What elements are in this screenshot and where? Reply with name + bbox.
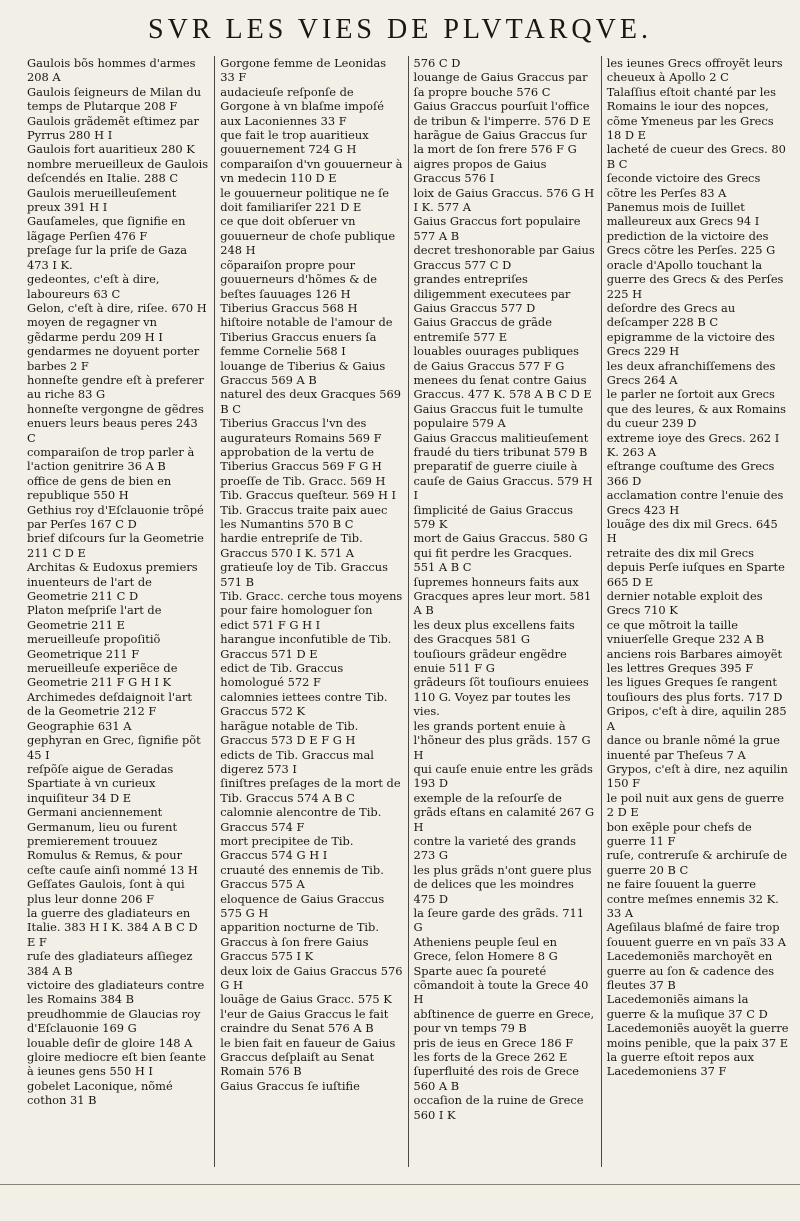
index-entry: Sparte auec ſa poureté cõmandoit à toute la Grece 40 H <box>413 963 589 1007</box>
index-entry: ſupremes honneurs faits aux Gracques apres leur mort. 581 A B <box>413 574 592 618</box>
index-entry: proeſſe de Tib. Gracc. 569 H <box>220 473 386 488</box>
index-entry: cõparaiſon propre pour gouuerneurs d'hõmes & de beſtes ſauuages 126 H <box>220 257 377 301</box>
index-entry: Ageſilaus blaſmé de faire trop ſouuent guerre en vn païs 33 A <box>606 920 787 949</box>
index-entry: victoire des gladiateurs contre les Romains 384 B <box>27 978 205 1007</box>
index-entry: gephyran en Grec, ſignifie põt 45 I <box>27 733 201 762</box>
index-entry: qui fit perdre les Gracques. 551 A B C <box>413 545 573 575</box>
index-entry: louables ouurages publiques de Gaius Graccus 577 F G <box>413 344 579 373</box>
index-entry: Gaulois fort auaritieux 280 K <box>27 142 195 157</box>
index-entry: la guerre eſtoit repos aux Lacedemoniens 37 F <box>606 1050 755 1079</box>
index-entry: calomnies iettees contre Tib. Graccus 572 K <box>220 689 388 719</box>
index-entry: Talaſſius eſtoit chanté par les Romains le iour des nopces, cõme Ymeneus par les Grecs 18 D E <box>606 84 776 143</box>
index-entry: merueilleuſe propoſitiõ Geometrique 211 F <box>27 632 161 661</box>
index-entry: aigres propos de Gaius Graccus 576 I <box>413 156 547 186</box>
index-entry: preſage ſur la priſe de Gaza 473 I K. <box>27 243 188 272</box>
index-entry: ſeconde victoire des Grecs cõtre les Perſes 83 A <box>606 171 761 200</box>
index-entry: touſiours grãdeur engẽdre enuie 511 F G <box>413 646 567 676</box>
index-entry: gendarmes ne doyuent porter barbes 2 F <box>27 344 200 373</box>
index-entry: que fait le trop auaritieux gouuernement 724 G H <box>220 128 369 157</box>
index-entry: comparaiſon de trop parler à l'action genitrire 36 A B <box>27 444 195 474</box>
index-entry: les deux plus excellens faits des Gracques 581 G <box>413 617 575 647</box>
index-entry: le poil nuit aux gens de guerre 2 D E <box>606 790 784 820</box>
index-entry: audacieuſe reſponſe de Gorgone à vn blaſme impoſé aux Laconiennes 33 F <box>220 84 384 128</box>
index-entry: lacheté de cueur des Grecs. 80 B C <box>606 142 786 171</box>
index-entry: Lacedemoniẽs marchoyẽt en guerre au ſon & cadence des fleutes 37 B <box>606 949 775 992</box>
index-entry: Germani anciennement Germanum, lieu ou furent premierement trouuez Romulus & Remus, & pour ceſte cauſe ainſi nommé 13 H <box>27 805 198 877</box>
index-entry: hardie entrepriſe de Tib. Graccus 570 I K. 571 A <box>220 531 363 560</box>
index-entry: Gaius Graccus fort populaire 577 A B <box>413 214 581 243</box>
index-column-1 <box>22 56 214 1167</box>
index-entry: ſiniſtres preſages de la mort de Tib. Graccus 574 A B C <box>220 776 401 805</box>
index-entry: les plus grãds n'ont guere plus de delices que les moindres 475 D <box>413 862 592 906</box>
index-entry: oracle d'Apollo touchant la guerre des Grecs & des Perſes 225 H <box>606 257 784 301</box>
index-entry: preparatif de guerre ciuile à cauſe de Gaius Graccus. 579 H I <box>413 459 593 503</box>
index-entry: ſimplicité de Gaius Graccus 579 K <box>413 502 573 531</box>
index-entry: ne faire ſouuent la guerre contre meſmes ennemis 32 K. 33 A <box>606 877 779 920</box>
index-entry: Tib. Graccus queſteur. 569 H I <box>220 488 397 503</box>
index-entry: deux loix de Gaius Graccus 576 G H <box>220 963 403 992</box>
index-entry: brief diſcours ſur la Geometrie 211 C D E <box>27 531 204 560</box>
index-entry: loix de Gaius Graccus. 576 G H I K. 577 A <box>413 185 595 215</box>
index-entry: Gripos, c'eſt à dire, aquilin 285 A <box>606 704 787 733</box>
index-entry: louãge des dix mil Grecs. 645 H <box>606 517 778 546</box>
index-entry: eſtrange couſtume des Grecs 366 D <box>606 459 775 488</box>
index-entry: louable deſir de gloire 148 A <box>27 1035 193 1050</box>
index-entry: Gaius Graccus ſe iuſtifie <box>220 1078 360 1093</box>
running-header: SVR LES VIES DE PLVTARQVE. <box>148 14 652 45</box>
index-entry: Tib. Gracc. cerche tous moyens pour faire homologuer ſon edict 571 F G H I <box>220 589 403 632</box>
index-entry: Gauſameles, que ſignifie en lãgage Perſien 476 F <box>27 214 186 243</box>
index-entry: merueilleuſe experiẽce de Geometrie 211 F G H I K <box>27 661 178 690</box>
index-entry: les forts de la Grece 262 E <box>413 1050 568 1065</box>
index-entry: l'eur de Gaius Graccus le fait craindre du Senat 576 A B <box>220 1006 389 1036</box>
index-entry: deſordre des Grecs au deſcamper 228 B C <box>606 300 736 330</box>
index-entry: naturel des deux Gracques 569 B C <box>220 387 401 416</box>
index-entry: retraite des dix mil Grecs depuis Perſe iuſques en Sparte 665 D E <box>606 545 785 589</box>
index-entry: ſuperfluité des rois de Grece 560 A B <box>413 1064 580 1093</box>
index-entry: prediction de la victoire des Grecs cõtre les Perſes. 225 G <box>606 228 776 258</box>
index-entry: gobelet Laconique, nõmé cothon 31 B <box>27 1078 173 1108</box>
index-entry: occaſion de la ruine de Grece 560 I K <box>413 1093 584 1122</box>
index-entry: abſtinence de guerre en Grece, pour vn temps 79 B <box>413 1006 595 1036</box>
index-entry: les deux afranchiſſemens des Grecs 264 A <box>606 358 776 387</box>
index-entry: ruſe, contreruſe & archiruſe de guerre 20 B C <box>606 848 788 877</box>
index-entry: menees du ſenat contre Gaius Graccus. 477 K. 578 A B C D E <box>413 372 592 402</box>
index-entry: Gaius Graccus fuit le tumulte populaire 579 A <box>413 401 584 431</box>
index-entry: louange de Gaius Graccus par ſa propre bouche 576 C <box>413 70 588 99</box>
index-column-4 <box>601 56 794 1167</box>
index-entry: gedeontes, c'eſt à dire, laboureurs 63 C <box>27 272 160 301</box>
index-entry: hiſtoire notable de l'amour de Tiberius Graccus enuers ſa femme Cornelie 568 I <box>220 315 393 359</box>
index-entry: Grypos, c'eſt à dire, nez aquilin 150 F <box>606 761 788 791</box>
index-entry: Atheniens peuple ſeul en Grece, ſelon Homere 8 G <box>413 934 558 964</box>
index-entry: epigramme de la victoire des Grecs 229 H <box>606 329 775 359</box>
index-entry: le gouuerneur politique ne ſe doit familiariſer 221 D E <box>220 185 390 215</box>
index-entry: acclamation contre l'enuie des Grecs 423 H <box>606 488 784 517</box>
index-entry: edicts de Tib. Graccus mal digerez 573 I <box>220 747 374 776</box>
index-entry: Tiberius Graccus l'vn des augurateurs Romains 569 F <box>220 416 382 445</box>
index-entry: Gaius Graccus de grãde entremiſe 577 E <box>413 315 552 344</box>
index-entry: preudhommie de Glaucias roy d'Eſclauonie 169 G <box>27 1006 201 1036</box>
index-entry: louãge de Gaius Gracc. 575 K <box>220 992 392 1007</box>
index-entry: mort precipitee de Tib. Graccus 574 G H I <box>220 833 354 863</box>
index-entry: Architas & Eudoxus premiers inuenteurs de l'art de Geometrie 211 C D <box>27 560 198 604</box>
index-entry: Gaulois ſeigneurs de Milan du temps de Plutarque 208 F <box>27 84 202 114</box>
index-entry: mort de Gaius Graccus. 580 G <box>413 531 588 546</box>
index-entry: harangue inconfutible de Tib. Graccus 571 D E <box>220 632 392 661</box>
index-entry: anciens rois Barbares aimoyẽt les lettres Greques 395 F <box>606 646 783 676</box>
index-entry: Geographie 631 A <box>27 718 132 733</box>
index-entry: Gaulois merueilleuſement preux 391 H I <box>27 185 177 215</box>
index-entry: Gaius Graccus malitieuſement fraudé du tiers tribunat 579 B <box>413 430 589 459</box>
index-entry: dance ou branle nõmé la grue inuenté par Theſeus 7 A <box>606 733 780 762</box>
index-entry: le bien fait en faueur de Gaius Graccus deſplaiſt au Senat Romain 576 B <box>220 1035 396 1079</box>
index-entry: Tib. Graccus traite paix auec les Numantins 570 B C <box>220 502 388 531</box>
index-entry: qui cauſe enuie entre les grãds 193 D <box>413 761 593 791</box>
footer-rule <box>0 1184 800 1185</box>
index-entry: Gaius Graccus pourſuit l'office de tribun & l'imperre. 576 D E <box>413 99 591 128</box>
index-entry: 576 C D <box>413 56 461 70</box>
index-entry: grandes entrepriſes diligemment executees par Gaius Graccus 577 D <box>413 272 571 315</box>
index-entry: eloquence de Gaius Graccus 575 G H <box>220 891 385 920</box>
index-entry: reſpõſe aigue de Geradas Spartiate à vn curieux inquiſiteur 34 D E <box>27 761 174 805</box>
index-entry: cruauté des ennemis de Tib. Graccus 575 A <box>220 862 384 892</box>
index-column-3 <box>408 56 601 1167</box>
index-entry: ce que doit obſeruer vn gouuerneur de choſe publique 248 H <box>220 214 396 258</box>
index-entry: Gorgone femme de Leonidas 33 F <box>220 56 387 85</box>
index-entry: Gaulois bõs hommes d'armes 208 A <box>27 56 196 85</box>
index-entry: contre la varieté des grands 273 G <box>413 833 577 863</box>
index-entry: les ieunes Grecs offroyẽt leurs cheueux à Apollo 2 C <box>606 56 783 85</box>
index-entry: nombre merueilleux de Gaulois deſcendés en Italie. 288 C <box>27 156 209 186</box>
index-entry: edict de Tib. Graccus homologué 572 F <box>220 661 344 690</box>
index-entry: Platon meſpriſe l'art de Geometrie 211 E <box>27 603 162 632</box>
index-entry: harãgue de Gaius Graccus ſur la mort de ſon frere 576 F G <box>413 128 587 157</box>
index-columns <box>22 56 794 1167</box>
index-entry: gratieuſe loy de Tib. Graccus 571 B <box>220 560 388 589</box>
index-entry: decret treshonorable par Gaius Graccus 577 C D <box>413 243 595 272</box>
index-entry: la guerre des gladiateurs en Italie. 383 H I K. 384 A B C D E F <box>27 905 198 949</box>
index-entry: grãdeurs ſõt touſiours enuiees 110 G. Voyez par toutes les vies. <box>413 675 589 719</box>
index-entry: calomnie alencontre de Tib. Graccus 574 F <box>220 805 382 834</box>
index-entry: bon exẽple pour chefs de guerre 11 F <box>606 819 752 848</box>
index-entry: louange de Tiberius & Gaius Graccus 569 A B <box>220 358 386 387</box>
index-entry: ruſe des gladiateurs aſſiegez 384 A B <box>27 949 193 978</box>
index-entry: les ligues Greques ſe rangent touſiours des plus forts. 717 D <box>606 675 783 704</box>
index-entry: le parler ne ſortoit aux Grecs que des leures, & aux Romains du cueur 239 D <box>606 387 787 431</box>
index-entry: office de gens de bien en republique 550 H <box>27 473 172 503</box>
index-entry: exemple de la reſourſe de grãds eſtans en calamité 267 G H <box>413 790 595 834</box>
index-column-2 <box>214 56 407 1167</box>
index-entry: Lacedemoniẽs auoyẽt la guerre moins penible, que la paix 37 E <box>606 1021 789 1050</box>
index-entry: extreme ioye des Grecs. 262 I K. 263 A <box>606 430 780 459</box>
index-entry: Archimedes deſdaignoit l'art de la Geometrie 212 F <box>27 689 192 719</box>
index-entry: moyen de regagner vn gẽdarme perdu 209 H I <box>27 315 163 344</box>
index-entry: honneſte vergongne de gẽdres enuers leurs beaus peres 243 C <box>27 401 204 445</box>
index-entry: les grands portent enuie à l'hõneur des plus grãds. 157 G H <box>413 718 591 762</box>
index-entry: apparition nocturne de Tib. Graccus à ſon frere Gaius Graccus 575 I K <box>220 920 379 964</box>
index-entry: pris de ieus en Grece 186 F <box>413 1035 574 1050</box>
index-entry: comparaiſon d'vn gouuerneur à vn medecin 110 D E <box>220 156 403 186</box>
index-entry: harãgue notable de Tib. Graccus 573 D E F G H <box>220 718 359 748</box>
index-entry: Gethius roy d'Eſclauonie trõpé par Perſes 167 C D <box>27 502 204 531</box>
index-entry: Tiberius Graccus 568 H <box>220 300 358 315</box>
index-entry: honneſte gendre eſt à preferer au riche 83 G <box>27 372 204 402</box>
index-entry: Geſſates Gaulois, ſont à qui plus leur donne 206 F <box>27 877 185 906</box>
index-entry: Panemus mois de Iuillet malleureux aux Grecs 94 I <box>606 200 760 229</box>
index-entry: Lacedemoniẽs aimans la guerre & la muſique 37 C D <box>606 992 768 1021</box>
index-entry: Gelon, c'eſt à dire, riſee. 670 H <box>27 300 207 315</box>
index-entry: ce que mõtroit la taille vniuerſelle Greque 232 A B <box>606 617 765 647</box>
index-entry: dernier notable exploit des Grecs 710 K <box>606 589 763 618</box>
index-entry: approbation de la vertu de Tiberius Graccus 569 F G H <box>220 444 382 474</box>
index-entry: gloire mediocre eſt bien ſeante à ieunes gens 550 H I <box>27 1050 206 1079</box>
index-entry: Gaulois grãdemẽt eſtimez par Pyrrus 280 H I <box>27 113 200 143</box>
index-entry: la ſeure garde des grãds. 711 G <box>413 905 584 935</box>
